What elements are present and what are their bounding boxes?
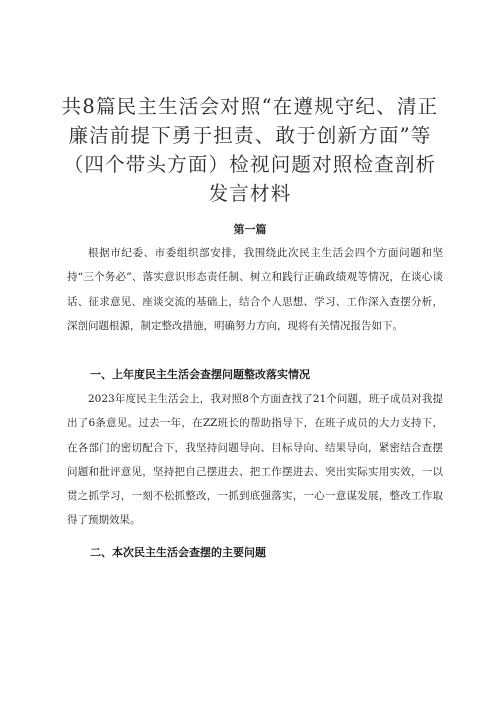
heading-previous-rectification: 一、上年度民主生活会查摆问题整改落实情况: [90, 368, 310, 381]
section-title: 第一篇: [233, 223, 267, 236]
document-title: 共8篇民主生活会对照“在遵规守纪、清正廉洁前提下勇于担责、敢于创新方面”等（四个带头方面）检视问题对照检查剖析发言材料: [61, 95, 439, 205]
paragraph-rectification: 2023年度民主生活会上，我对照8个方面查找了21个问题，班子成员对我提出了6条意见。过去一年，在ZZ班长的帮助指导下，在班子成员的大力支持下，在各部门的密切配合下，我坚持问题导向、目标导向、结果导向，紧密结合查摆问题和批评意见，坚持把自己摆进去、把工作摆进去、突出实际实用实效，一以贯之抓学习，一刻不松抓整改，一抓到底强落实，一心一意谋发展，整改工作取得了预期效果。: [67, 393, 443, 527]
paragraph-intro: 根据市纪委、市委组织部安排，我围绕此次民主生活会四个方面问题和坚持“三个务必”、落实意识形态责任制、树立和践行正确政绩观等情况，在谈心谈话、征求意见、座谈交流的基础上，结合个人思想、学习、工作深入查摆分析，深剖问题根源，制定整改措施，明确努力方向，现将有关情况报告如下。: [67, 247, 443, 332]
heading-main-problems: 二、本次民主生活会查摆的主要问题: [90, 546, 266, 559]
